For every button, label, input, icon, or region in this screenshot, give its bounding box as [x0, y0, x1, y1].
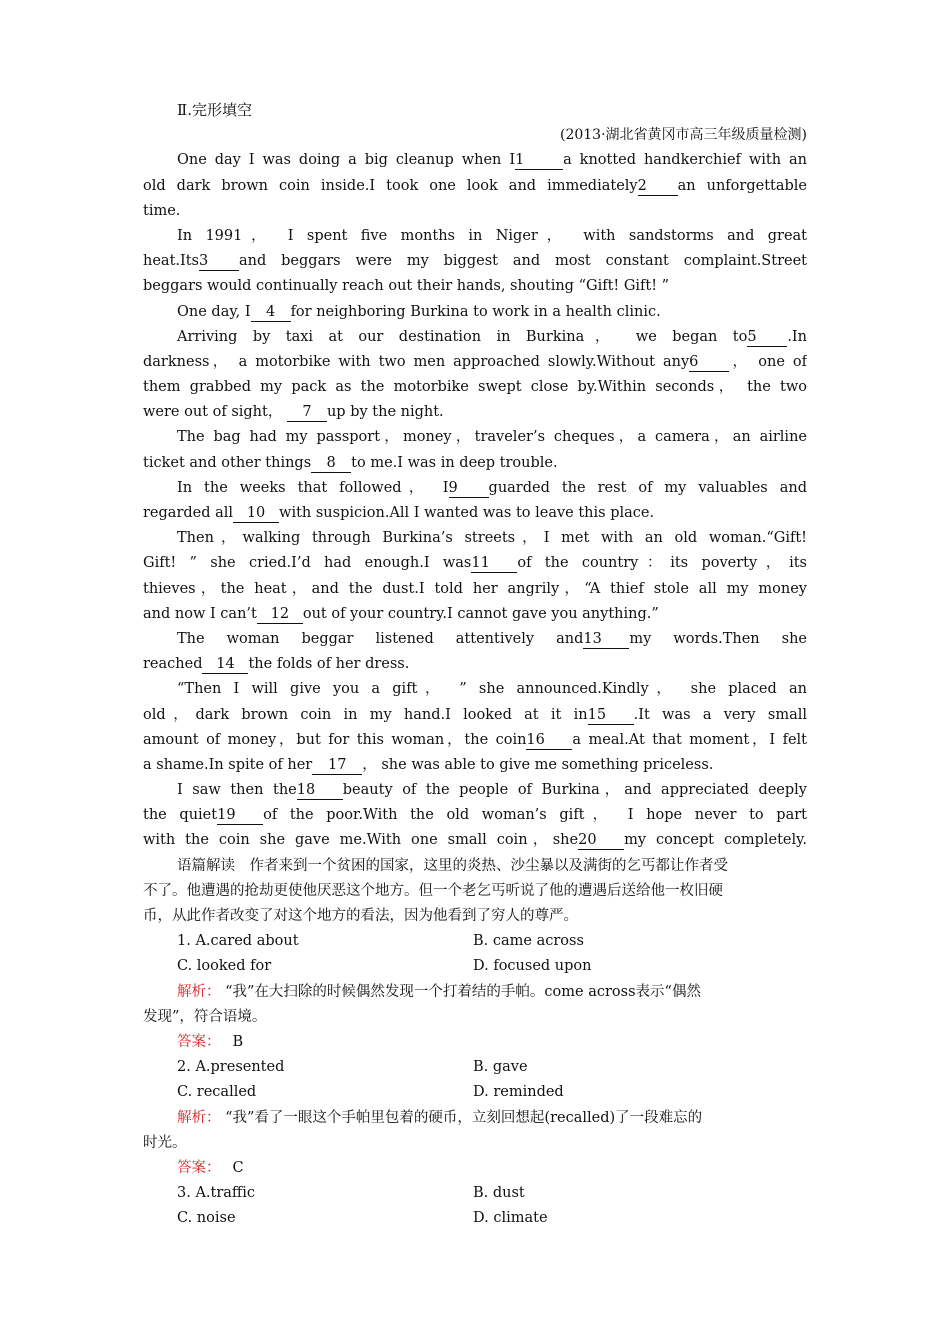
- passage-text: One day, I: [177, 303, 251, 320]
- passage-line: [143, 602, 807, 627]
- passage-text: the quiet: [143, 807, 218, 824]
- passage-text: old，dark brown coin in my hand.I looked at it in: [143, 706, 588, 723]
- analysis-text: 时光。: [143, 1134, 187, 1151]
- reading-label: 语篇解读: [177, 857, 235, 874]
- answer-label: 答案：: [177, 1159, 221, 1176]
- passage-text: ， one of: [729, 353, 807, 370]
- analysis-line: [143, 1106, 807, 1131]
- blank-3[interactable]: 3: [199, 252, 239, 271]
- passage-text: The woman beggar listened attentively and: [177, 630, 584, 647]
- passage-text: “Then I will give you a gift， ” she announced.Kindly， she placed an: [177, 681, 807, 698]
- passage-text: a knotted handkerchief with an: [563, 152, 807, 169]
- passage-text: out of your country.I cannot gave you anything.”: [302, 605, 659, 622]
- option-item[interactable]: B. gave: [473, 1059, 528, 1076]
- analysis-label: 解析：: [177, 1109, 221, 1126]
- blank-11[interactable]: 11: [471, 554, 517, 573]
- blank-9[interactable]: 9: [449, 479, 489, 498]
- option-item[interactable]: C. recalled: [177, 1084, 257, 1101]
- option-item[interactable]: 3. A.traffic: [177, 1185, 255, 1202]
- passage-text: ， she was able to give me something priceless.: [362, 756, 714, 773]
- passage-line: [143, 577, 807, 602]
- passage-line: [143, 778, 807, 803]
- analysis-line: [143, 1005, 807, 1030]
- passage-line: [143, 174, 807, 199]
- analysis-line: [143, 980, 807, 1005]
- answer-line: [143, 1030, 807, 1055]
- passage-text: Arriving by taxi at our destination in Burkina， we began to: [177, 328, 748, 345]
- passage-line: [143, 803, 807, 828]
- option-row: [143, 1055, 807, 1080]
- passage-line: [143, 677, 807, 702]
- passage-line: [143, 325, 807, 350]
- passage-text: In 1991， I spent five months in Niger， with sandstorms and great: [177, 227, 807, 244]
- passage-text: an unforgettable: [677, 177, 807, 194]
- analysis-line: [143, 1131, 807, 1156]
- analysis-text: “我”在大扫除的时候偶然发现一个打着结的手帕。come across表示“偶然: [220, 983, 701, 1000]
- passage-text: The bag had my passport，money，traveler’s cheques，a camera，an airline: [177, 429, 807, 446]
- option-item[interactable]: 2. A.presented: [177, 1059, 285, 1076]
- passage-text: to me.I was in deep trouble.: [351, 454, 558, 471]
- passage-line: [143, 148, 807, 173]
- reading-line: [143, 854, 807, 879]
- passage-text: Then，walking through Burkina’s streets，I met with an old woman.“Gift!: [177, 530, 807, 547]
- option-item[interactable]: B. dust: [473, 1185, 525, 1202]
- answer-label: 答案：: [177, 1033, 221, 1050]
- passage-line: [143, 703, 807, 728]
- passage-line: [143, 400, 807, 425]
- reading-line: [143, 879, 807, 904]
- blank-7[interactable]: 7: [287, 403, 327, 422]
- reading-line: [143, 904, 807, 929]
- passage-text: reached: [143, 656, 203, 673]
- passage-line: [143, 627, 807, 652]
- blank-17[interactable]: 17: [312, 756, 362, 775]
- passage-text: with the coin she gave me.With one small coin，she: [143, 832, 579, 849]
- option-row: [143, 1181, 807, 1206]
- passage-line: [143, 375, 807, 400]
- passage-text: up by the night.: [326, 404, 444, 421]
- passage-text: were out of sight，: [143, 404, 287, 421]
- passage-line: [143, 753, 807, 778]
- passage-line: [143, 199, 807, 224]
- blank-15[interactable]: 15: [588, 706, 634, 725]
- passage-text: my words.Then she: [629, 630, 807, 647]
- passage-line: [143, 274, 807, 299]
- passage-line: [143, 350, 807, 375]
- blank-16[interactable]: 16: [526, 731, 572, 750]
- option-item[interactable]: B. came across: [473, 933, 584, 950]
- option-item[interactable]: 1. A.cared about: [177, 933, 299, 950]
- passage-text: heat.Its: [143, 253, 199, 270]
- blank-13[interactable]: 13: [583, 630, 629, 649]
- passage-text: a meal.At that moment，I felt: [572, 731, 807, 748]
- passage-text: time.: [143, 202, 181, 219]
- option-row: [143, 929, 807, 954]
- passage-text: them grabbed my pack as the motorbike swept close by.Within seconds， the two: [143, 379, 807, 396]
- passage-line: [143, 526, 807, 551]
- section-title: Ⅱ.完形填空: [177, 101, 252, 119]
- option-item[interactable]: C. noise: [177, 1210, 236, 1227]
- passage-text: guarded the rest of my valuables and: [488, 479, 807, 496]
- passage-text: darkness， a motorbike with two men approached slowly.Without any: [143, 353, 690, 370]
- passage-line: [143, 425, 807, 450]
- passage-line: [143, 652, 807, 677]
- blank-10[interactable]: 10: [233, 504, 279, 523]
- passage-text: ticket and other things: [143, 454, 312, 471]
- passage-text: of the poor.With the old woman’s gift， I hope never to part: [263, 807, 807, 824]
- option-row: [143, 1080, 807, 1105]
- passage-line: [143, 224, 807, 249]
- passage-text: with suspicion.All I wanted was to leave this place.: [279, 505, 655, 521]
- passage-text: .In: [787, 328, 807, 345]
- blank-5[interactable]: 5: [747, 328, 787, 347]
- reading-text: 不了。他遭遇的抢劫更使他厌恶这个地方。但一个老乞丐听说了他的遭遇后送给他一枚旧硬: [143, 882, 723, 899]
- question-list: [143, 929, 807, 1231]
- answer-value: B: [232, 1033, 244, 1050]
- blank-8[interactable]: 8: [311, 454, 351, 473]
- passage-line: [143, 728, 807, 753]
- blank-12[interactable]: 12: [257, 605, 303, 624]
- analysis-text: “我”看了一眼这个手帕里包着的硬币，立刻回想起(recalled)了一段难忘的: [220, 1109, 703, 1126]
- option-item[interactable]: C. looked for: [177, 958, 272, 975]
- passage-text: beggars would continually reach out their hands, shouting “Gift! Gift! ”: [143, 278, 670, 295]
- passage-line: [143, 828, 807, 853]
- option-item[interactable]: D. reminded: [473, 1084, 564, 1101]
- reading-text: 币，从此作者改变了对这个地方的看法，因为他看到了穷人的尊严。: [143, 908, 578, 924]
- blank-18[interactable]: 18: [297, 781, 343, 800]
- passage-text: my concept completely.: [624, 832, 807, 849]
- cloze-passage: [143, 148, 807, 853]
- analysis-text: 发现”，符合语境。: [143, 1008, 267, 1025]
- blank-4[interactable]: 4: [251, 303, 291, 322]
- passage-text: a shame.In spite of her: [143, 756, 313, 773]
- passage-line: [143, 300, 807, 325]
- passage-text: In the weeks that followed， I: [177, 479, 449, 496]
- reading-text: 作者来到一个贫困的国家，这里的炎热、沙尘暴以及满街的乞丐都让作者受: [235, 857, 728, 874]
- passage-line: [143, 476, 807, 501]
- passage-text: thieves，the heat，and the dust.I told her angrily，“A thief stole all my money: [143, 580, 807, 597]
- blank-2[interactable]: 2: [638, 177, 678, 196]
- passage-line: [143, 249, 807, 274]
- blank-19[interactable]: 19: [217, 806, 263, 825]
- blank-14[interactable]: 14: [202, 655, 248, 674]
- passage-text: of the country：its poverty，its: [517, 555, 807, 572]
- passage-line: [143, 501, 807, 526]
- blank-20[interactable]: 20: [578, 831, 624, 850]
- answer-value: C: [232, 1159, 244, 1176]
- passage-text: Gift! ” she cried.I’d had enough.I was: [143, 555, 472, 572]
- passage-text: amount of money，but for this woman，the coin: [143, 731, 527, 748]
- passage-text: beauty of the people of Burkina，and appreciated deeply: [342, 782, 807, 799]
- source-citation: (2013·湖北省黄冈市高三年级质量检测): [559, 127, 807, 144]
- option-row: [143, 954, 807, 979]
- answer-line: [143, 1156, 807, 1181]
- analysis-label: 解析：: [177, 983, 221, 1000]
- passage-text: old dark brown coin inside.I took one look and immediately: [143, 177, 638, 194]
- option-item[interactable]: D. climate: [473, 1210, 548, 1227]
- passage-text: for neighboring Burkina to work in a health clinic.: [290, 303, 661, 320]
- passage-text: I saw then the: [177, 782, 297, 799]
- passage-line: [143, 451, 807, 476]
- document-page: [143, 98, 807, 1231]
- blank-1[interactable]: 1: [515, 151, 563, 170]
- passage-text: One day I was doing a big cleanup when I: [177, 152, 516, 169]
- passage-text: regarded all: [143, 505, 234, 521]
- option-item[interactable]: D. focused upon: [473, 958, 592, 975]
- passage-text: and now I can’t: [143, 605, 257, 622]
- option-row: [143, 1206, 807, 1231]
- reading-analysis: [143, 854, 807, 930]
- blank-6[interactable]: 6: [689, 353, 729, 372]
- passage-line: [143, 551, 807, 576]
- passage-text: and beggars were my biggest and most constant complaint.Street: [239, 253, 807, 270]
- passage-text: the folds of her dress.: [248, 656, 410, 673]
- passage-text: .It was a very small: [633, 706, 807, 723]
